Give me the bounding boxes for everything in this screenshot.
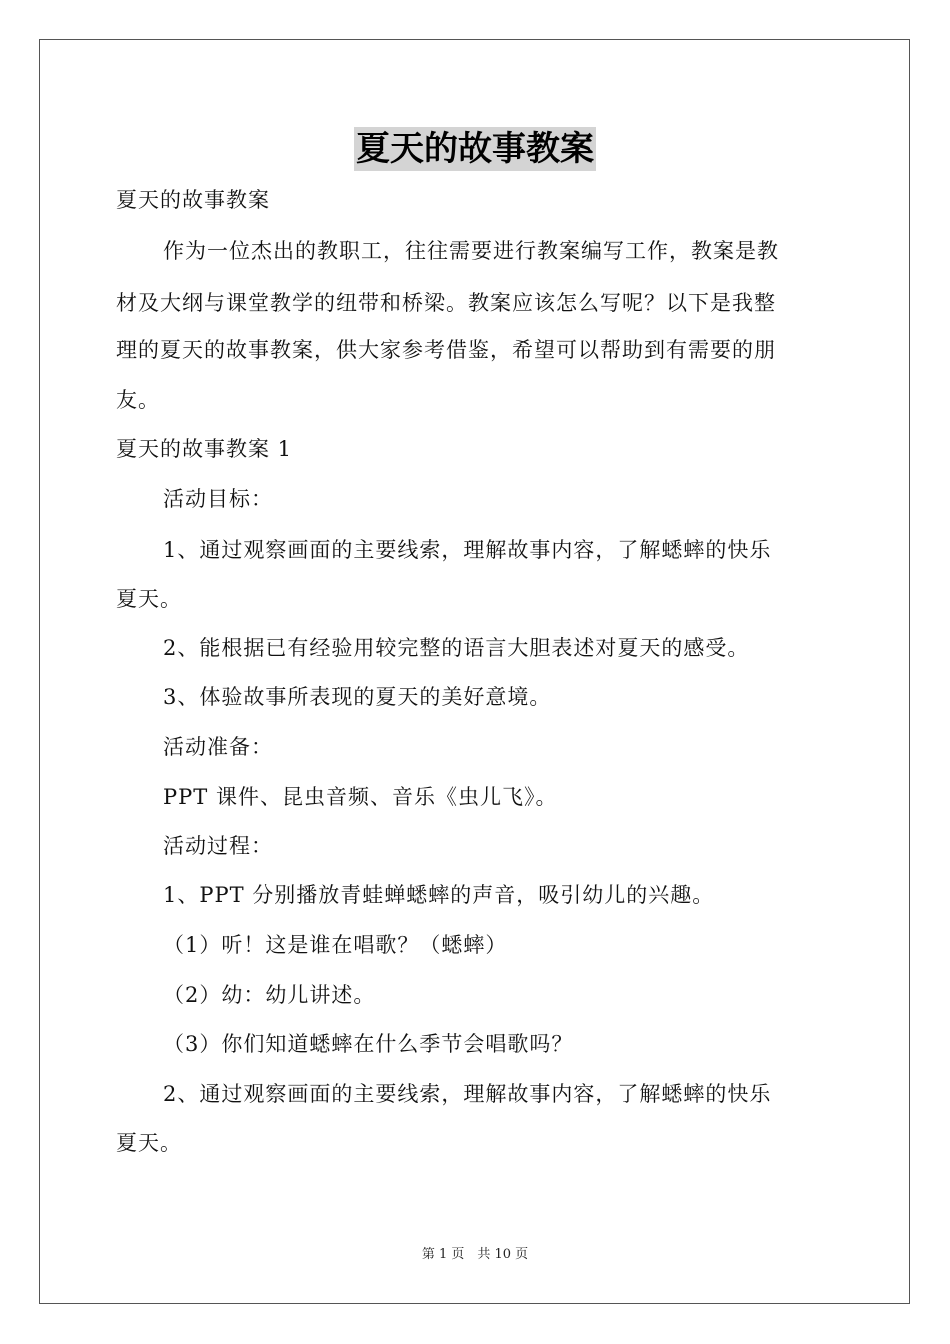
paragraph-line: 1、通过观察画面的主要线索，理解故事内容，了解蟋蟀的快乐 xyxy=(163,538,772,562)
paragraph-line: 友。 xyxy=(116,388,160,412)
paragraph-line: 3、体验故事所表现的夏天的美好意境。 xyxy=(163,685,552,709)
paragraph-line: 2、能根据已有经验用较完整的语言大胆表述对夏天的感受。 xyxy=(163,636,750,660)
paragraph-line: 活动目标： xyxy=(163,487,273,511)
paragraph-line: 理的夏天的故事教案，供大家参考借鉴，希望可以帮助到有需要的朋 xyxy=(116,338,776,362)
section-heading: 夏天的故事教案 1 xyxy=(116,437,293,461)
paragraph-line: （1）听！这是谁在唱歌？（蟋蟀） xyxy=(163,933,508,957)
paragraph-line: PPT 课件、昆虫音频、音乐《虫儿飞》。 xyxy=(163,785,558,809)
paragraph-line: 夏天。 xyxy=(116,587,182,611)
paragraph-line: 活动过程： xyxy=(163,834,273,858)
paragraph-line: （2）幼：幼儿讲述。 xyxy=(163,983,376,1007)
paragraph-line: 作为一位杰出的教职工，往往需要进行教案编写工作，教案是教 xyxy=(163,239,779,263)
paragraph-line: 夏天。 xyxy=(116,1131,182,1155)
title-container xyxy=(0,127,950,171)
subtitle-line: 夏天的故事教案 xyxy=(116,188,270,212)
paragraph-line: （3）你们知道蟋蟀在什么季节会唱歌吗？ xyxy=(163,1032,574,1056)
page-border xyxy=(39,39,910,1304)
paragraph-line: 2、通过观察画面的主要线索，理解故事内容，了解蟋蟀的快乐 xyxy=(163,1082,772,1106)
page-number: 第 1 页 共 10 页 xyxy=(421,1247,529,1262)
paragraph-line: 活动准备： xyxy=(163,735,273,759)
document-title: 夏天的故事教案 xyxy=(356,129,594,169)
paragraph-line: 材及大纲与课堂教学的纽带和桥梁。教案应该怎么写呢？以下是我整 xyxy=(116,291,776,315)
paragraph-line: 1、PPT 分别播放青蛙蝉蟋蟀的声音，吸引幼儿的兴趣。 xyxy=(163,883,715,907)
